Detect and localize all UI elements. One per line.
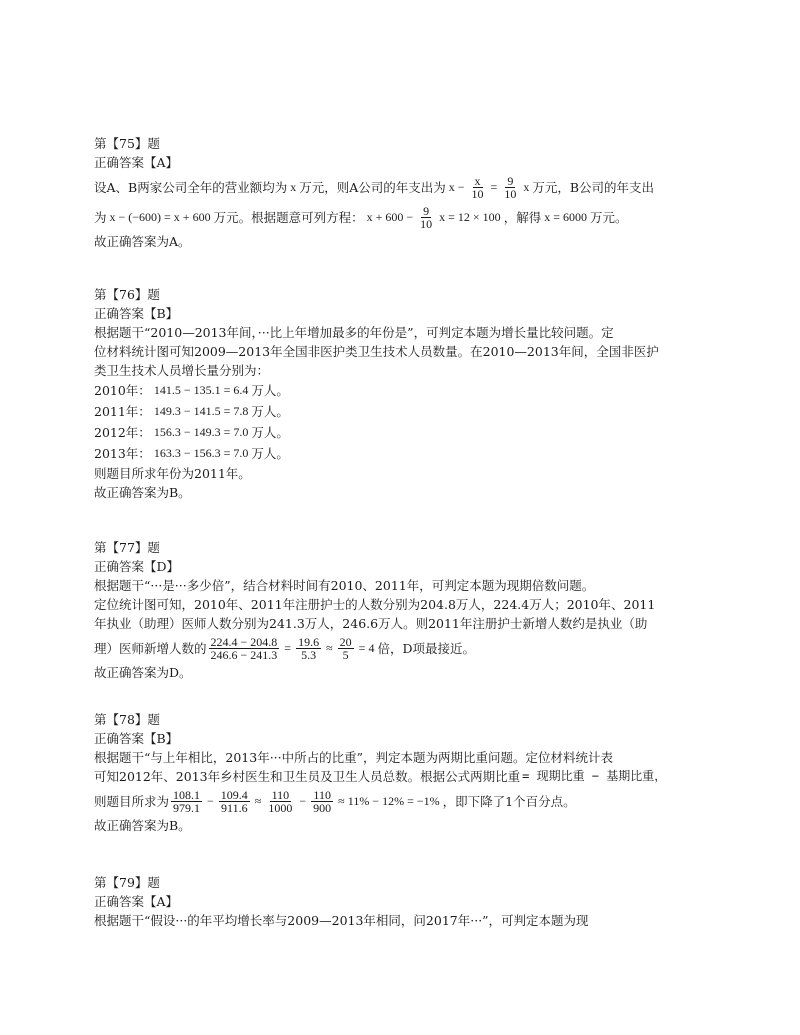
row-year: 2013年： (94, 446, 151, 461)
math: = (490, 179, 498, 194)
q77-para-2: 定位统计图可知，2010年、2011年注册护士的人数分别为204.8万人，224.4万人；2010年、2011 (94, 597, 656, 612)
math: = (284, 640, 292, 655)
text: 则题目所求为 (94, 793, 170, 809)
frac-den: 10 (420, 216, 433, 231)
q79-title: 第【79】题 (94, 875, 160, 890)
math: x (523, 179, 530, 194)
frac-num: 109.4 (220, 787, 248, 802)
q76-row-2013 (94, 443, 714, 464)
q76-para-1: 根据题干“2010—2013年间，···比上年增加最多的年份是”，可判定本题为增长量比较问题。定 (94, 325, 614, 340)
q77-para-1: 根据题干“···是···多少倍”，结合材料时间有2010、2011年，可判定本题为现期倍数问题。 (94, 578, 595, 593)
q78-title: 第【78】题 (94, 712, 160, 727)
row-year: 2011年： (94, 404, 151, 419)
formula: = 现期比重 − 基期比重， (522, 769, 667, 783)
math: ≈ 11% − 12% = −1% (338, 793, 440, 808)
math: x − (448, 179, 465, 194)
q75-conclusion: 故正确答案为A。 (94, 234, 191, 249)
frac-num: 19.6 (298, 634, 320, 649)
q77-para-3: 年执业（助理）医师人数分别为241.3万人，246.6万人。则2011年注册护士新增人数约是执业（助 (94, 616, 648, 631)
math: x − (−600) = x + 600 (109, 209, 211, 224)
fraction (171, 789, 202, 814)
row-unit: 万人。 (251, 404, 289, 419)
text: 为 (94, 209, 107, 225)
q77-conclusion: 故正确答案为D。 (94, 665, 192, 680)
frac-num: 20 (339, 634, 352, 649)
q79-para-1: 根据题干“假设···的年平均增长率与2009—2013年相同，问2017年···”，可判定本题为现 (94, 913, 589, 928)
text: 万元，则A公司的年支出为 (299, 179, 446, 195)
row-expr: 163.3 − 156.3 = 7.0 (153, 446, 249, 460)
math: − (207, 793, 214, 808)
row-unit: 万人。 (251, 425, 289, 440)
question-75 (94, 134, 714, 251)
frac-den: 911.6 (221, 800, 248, 815)
fraction (338, 636, 354, 661)
frac-den: 900 (313, 800, 332, 815)
q78-conclusion: 故正确答案为B。 (94, 818, 191, 833)
text: 理）医师新增人数的 (94, 640, 207, 656)
text: 万元。根据题意可列方程： (213, 209, 364, 225)
frac-num: 108.1 (173, 787, 201, 802)
q75-line-2 (94, 202, 714, 232)
q76-row-2012 (94, 422, 714, 443)
text: 万元，B公司的年支出 (532, 179, 654, 195)
q76-para-2: 位材料统计图可知2009—2013年全国非医护类卫生技术人员数量。在2010—2013年间，全国非医护 (94, 344, 659, 359)
row-unit: 万人。 (251, 446, 289, 461)
question-78 (94, 710, 714, 835)
q76-para-3: 类卫生技术人员增长量分别为： (94, 363, 270, 378)
math: x + 600 − (366, 209, 414, 224)
q79-answer: 正确答案【A】 (94, 894, 179, 909)
q78-para-3 (94, 786, 714, 816)
q77-para-4 (94, 633, 714, 663)
frac-den: 5 (342, 647, 349, 662)
math: = 4 (358, 640, 375, 655)
fraction (219, 789, 250, 814)
q77-answer: 正确答案【D】 (94, 559, 180, 574)
frac-num: 110 (271, 787, 290, 802)
frac-num: x (474, 173, 481, 188)
fraction (296, 636, 321, 661)
text: 万元。 (589, 209, 628, 225)
frac-den: 979.1 (173, 800, 201, 815)
q76-conclusion: 故正确答案为B。 (94, 485, 191, 500)
q77-title: 第【77】题 (94, 540, 160, 555)
q76-title: 第【76】题 (94, 287, 160, 302)
row-expr: 149.3 − 141.5 = 7.8 (153, 404, 249, 418)
q76-para-4: 则题目所求年份为2011年。 (94, 466, 251, 481)
row-expr: 156.3 − 149.3 = 7.0 (153, 425, 249, 439)
question-77 (94, 538, 714, 682)
frac-den: 5.3 (301, 647, 317, 662)
question-76 (94, 285, 714, 502)
frac-den: 246.6 − 241.3 (210, 647, 278, 662)
text: 设A、B两家公司全年的营业额均为 (94, 179, 288, 195)
text: 可知2012年、2013年乡村医生和卫生员及卫生人员总数。根据公式两期比重 (94, 769, 521, 784)
fraction (470, 175, 486, 200)
question-79 (94, 873, 714, 930)
fraction (418, 205, 434, 230)
q78-para-2 (94, 767, 714, 786)
row-year: 2010年： (94, 383, 151, 398)
math-var: x (290, 179, 297, 194)
row-year: 2012年： (94, 425, 151, 440)
fraction (311, 789, 333, 814)
row-expr: 141.5 − 135.1 = 6.4 (153, 383, 249, 397)
math: ≈ (326, 640, 333, 655)
text: 倍，D项最接近。 (377, 640, 475, 656)
fraction (266, 789, 294, 814)
q76-row-2010 (94, 380, 714, 401)
frac-num: 224.4 − 204.8 (210, 634, 278, 649)
q76-answer: 正确答案【B】 (94, 306, 179, 321)
math: x = 12 × 100 (439, 209, 501, 224)
q75-title: 第【75】题 (94, 136, 160, 151)
math: ≈ (254, 793, 262, 808)
text: ，解得 (503, 209, 542, 225)
fraction (502, 175, 518, 200)
fraction (209, 636, 280, 661)
q78-answer: 正确答案【B】 (94, 731, 179, 746)
q78-para-1: 根据题干“与上年相比，2013年···中所占的比重”，判定本题为两期比重问题。定位材料统计表 (94, 750, 614, 765)
q75-line-1 (94, 172, 714, 202)
frac-num: 110 (313, 787, 331, 802)
math: x = 6000 (544, 209, 587, 224)
q75-answer: 正确答案【A】 (94, 155, 179, 170)
frac-den: 1000 (268, 800, 293, 815)
row-unit: 万人。 (251, 383, 289, 398)
text: ，即下降了1个百分点。 (442, 793, 576, 809)
frac-den: 10 (471, 186, 484, 201)
frac-num: 9 (507, 173, 514, 188)
frac-num: 9 (423, 203, 430, 218)
frac-den: 10 (504, 186, 517, 201)
math: − (299, 793, 307, 808)
q76-row-2011 (94, 401, 714, 422)
